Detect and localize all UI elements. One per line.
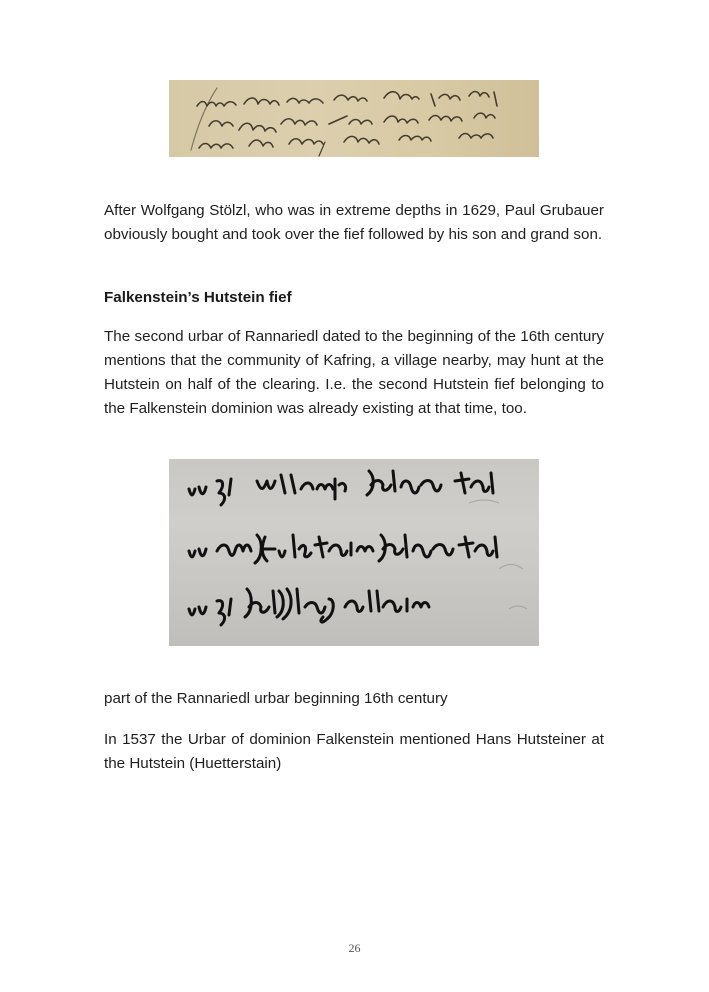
image-caption: part of the Rannariedl urbar beginning 16th century — [104, 690, 448, 707]
paragraph-1: After Wolfgang Stölzl, who was in extreme depths in 1629, Paul Grubauer obviously bought and took over the fief followed by his son and grand son. — [104, 202, 604, 243]
paragraph-3: In 1537 the Urbar of dominion Falkenstein mentioned Hans Hutsteiner at the Hutstein (Huetterstain) — [104, 731, 604, 772]
manuscript-image-top — [169, 80, 539, 157]
section-heading: Falkenstein’s Hutstein fief — [104, 289, 292, 306]
page-number: 26 — [348, 941, 361, 955]
paragraph-2: The second urbar of Rannariedl dated to the beginning of the 16th century mentions that the community of Kafring, a village nearby, may hunt at the Hutstein on half of the clearing. I.e. the second Hutstein fief belonging to the Falkenstein dominion was already existing at that time, too. — [104, 328, 604, 417]
manuscript-image-urbar — [169, 459, 539, 646]
